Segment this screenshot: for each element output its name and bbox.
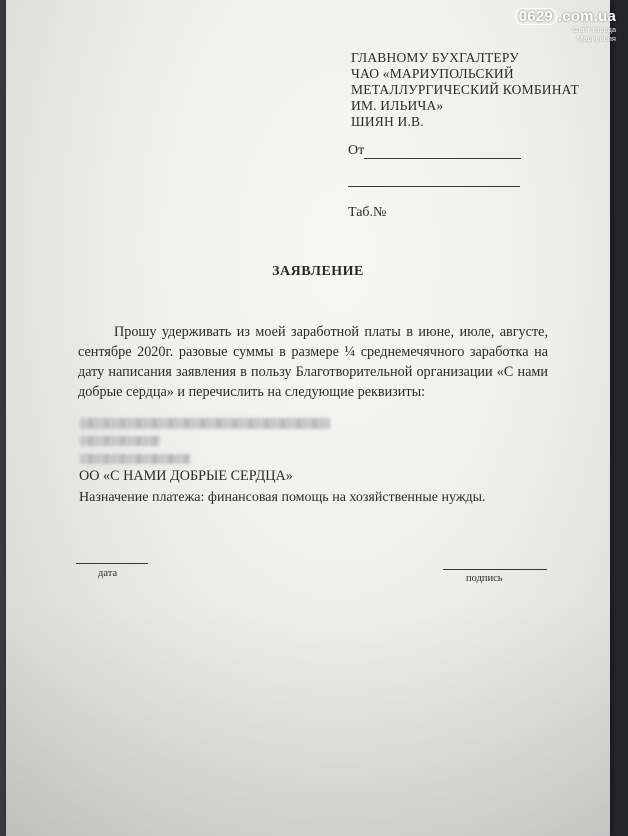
- signature-label: подпись: [466, 573, 503, 584]
- site-watermark: [515, 8, 616, 43]
- redacted-details: [80, 436, 160, 446]
- watermark-badge: 0629: [515, 8, 557, 25]
- redacted-details: [80, 418, 330, 429]
- tab-number-field: [348, 205, 386, 221]
- watermark-tagline: Сайт города: [573, 25, 616, 34]
- watermark-logo: [515, 8, 616, 25]
- addressee-line: ИМ. ИЛЬИЧА»: [351, 98, 444, 113]
- from-label: От: [348, 143, 365, 158]
- addressee-block: [351, 50, 579, 130]
- tab-number-label: Таб.№: [348, 205, 387, 220]
- date-rule: [76, 563, 148, 564]
- application-body: Прошу удерживать из моей заработной платы в июне, июле, августе, сентябре 2020г. разовые суммы в размере ¼ среднемечячного заработка на дату написания заявления в пользу Благотворительной организации «С нами добрые сердца» и перечислить на следующие реквизиты:: [78, 324, 548, 400]
- addressee-line: ГЛАВНОМУ БУХГАЛТЕРУ: [351, 50, 519, 65]
- document-title: ЗАЯВЛЕНИЕ: [272, 264, 364, 279]
- addressee-line: ШИЯН И.В.: [351, 114, 424, 129]
- from-field: [348, 143, 521, 159]
- watermark-domain: .com.ua: [557, 8, 616, 25]
- signature-rule: [443, 569, 547, 570]
- date-label: дата: [98, 568, 118, 579]
- organization-name: ОО «С НАМИ ДОБРЫЕ СЕРДЦА»: [79, 468, 293, 484]
- redacted-details: [80, 454, 190, 464]
- watermark-tagline: Мариуполя: [576, 34, 616, 43]
- from-second-rule: [348, 186, 520, 187]
- addressee-line: МЕТАЛЛУРГИЧЕСКИЙ КОМБИНАТ: [351, 82, 579, 97]
- from-blank-rule: [364, 144, 521, 159]
- payment-purpose: Назначение платежа: финансовая помощь на хозяйственные нужды.: [79, 490, 486, 505]
- addressee-line: ЧАО «МАРИУПОЛЬСКИЙ: [351, 66, 514, 81]
